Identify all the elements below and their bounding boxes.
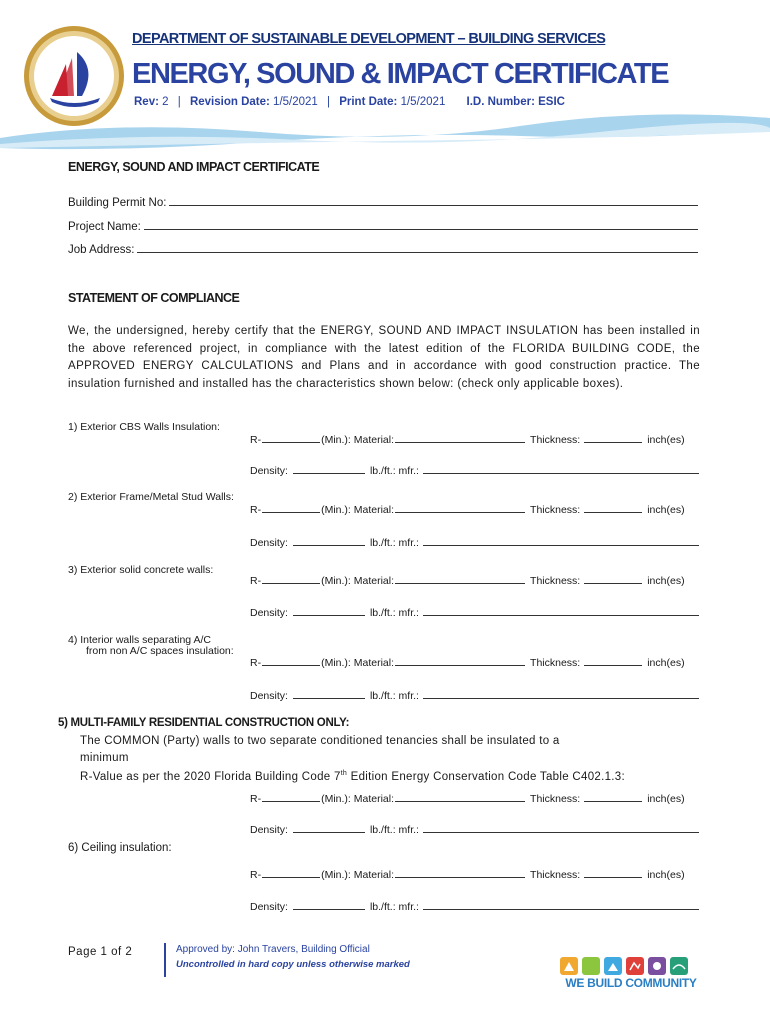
- r-value-row[interactable]: R- (Min.): Material: Thickness: inch(es): [250, 657, 685, 669]
- statement-title: STATEMENT OF COMPLIANCE: [68, 291, 240, 305]
- r-value-row[interactable]: R- (Min.): Material: Thickness: inch(es): [250, 575, 685, 587]
- r-value-row[interactable]: R- (Min.): Material: Thickness: inch(es): [250, 793, 685, 805]
- density-row[interactable]: Density: lb./ft.: mfr.:: [250, 899, 700, 913]
- item-exterior-concrete-walls: 3) Exterior solid concrete walls:: [68, 564, 214, 576]
- header-wave-decoration: [0, 110, 770, 150]
- department-name: DEPARTMENT OF SUSTAINABLE DEVELOPMENT – BUILDING SERVICES: [132, 31, 606, 47]
- rev-label: Rev:: [134, 96, 159, 108]
- item-exterior-frame-walls: 2) Exterior Frame/Metal Stud Walls:: [68, 491, 234, 503]
- multifamily-text: [80, 733, 680, 785]
- density-row[interactable]: Density: lb./ft.: mfr.:: [250, 463, 700, 477]
- job-address-field[interactable]: [68, 241, 698, 256]
- multifamily-line1: The COMMON (Party) walls to two separate conditioned tenancies shall be insulated to a: [80, 735, 560, 747]
- item-exterior-cbs-walls: 1) Exterior CBS Walls Insulation:: [68, 421, 220, 433]
- building-permit-label: Building Permit No:: [68, 197, 167, 209]
- uncontrolled-notice: Uncontrolled in hard copy unless otherwise marked: [176, 959, 410, 970]
- item-ceiling-insulation: 6) Ceiling insulation:: [68, 842, 172, 854]
- document-title: ENERGY, SOUND & IMPACT CERTIFICATE: [132, 58, 669, 90]
- print-date-label: Print Date:: [339, 96, 398, 108]
- r-value-row[interactable]: R- (Min.): Material: Thickness: inch(es): [250, 504, 685, 516]
- revision-info: Rev: 2 | Revision Date: 1/5/2021 | Print Date: 1/5/2021 I.D. Number: ESIC: [134, 96, 565, 108]
- density-row[interactable]: Density: lb./ft.: mfr.:: [250, 605, 700, 619]
- r-value-row[interactable]: R- (Min.): Material: Thickness: inch(es): [250, 434, 685, 446]
- project-name-label: Project Name:: [68, 221, 141, 233]
- footer-divider: [164, 943, 166, 977]
- density-row[interactable]: Density: lb./ft.: mfr.:: [250, 822, 700, 836]
- community-tagline: WE BUILD COMMUNITY: [565, 976, 697, 990]
- item-interior-walls-line1: 4) Interior walls separating A/C: [68, 634, 211, 646]
- item-interior-walls-line2: from non A/C spaces insulation:: [86, 645, 234, 657]
- density-row[interactable]: Density: lb./ft.: mfr.:: [250, 535, 700, 549]
- multifamily-title: 5) MULTI-FAMILY RESIDENTIAL CONSTRUCTION ONLY:: [58, 717, 350, 729]
- id-label: I.D. Number:: [466, 96, 535, 108]
- project-name-field[interactable]: [68, 218, 698, 233]
- r-value-row[interactable]: R- (Min.): Material: Thickness: inch(es): [250, 869, 685, 881]
- approved-by: Approved by: John Travers, Building Official: [176, 944, 370, 955]
- building-permit-field[interactable]: [68, 194, 698, 209]
- multifamily-line2: minimum: [80, 751, 129, 764]
- revision-date-value: 1/5/2021: [273, 96, 318, 108]
- id-value: ESIC: [538, 96, 565, 108]
- density-row[interactable]: Density: lb./ft.: mfr.:: [250, 688, 700, 702]
- statement-text: We, the undersigned, hereby certify that the ENERGY, SOUND AND IMPACT INSULATION has been installed in the above referenced project, in compliance with the latest edition of the FLORIDA BUILDING CODE, the APPROVED ENERGY CALCULATIONS and Plans and in accordance with good construction practice. The insulation furnished and installed has the characteristics shown below: (check only applicable boxes).: [68, 325, 700, 390]
- section-title: ENERGY, SOUND AND IMPACT CERTIFICATE: [68, 160, 320, 174]
- page-number: Page 1 of 2: [68, 946, 133, 958]
- revision-date-label: Revision Date:: [189, 96, 270, 108]
- print-date-value: 1/5/2021: [400, 96, 446, 108]
- multifamily-line3: R-Value as per the 2020 Florida Building Code 7th Edition Energy Conservation Code Table C402.1.3:: [80, 770, 625, 783]
- rev-value: 2: [162, 96, 169, 108]
- job-address-label: Job Address:: [68, 244, 135, 256]
